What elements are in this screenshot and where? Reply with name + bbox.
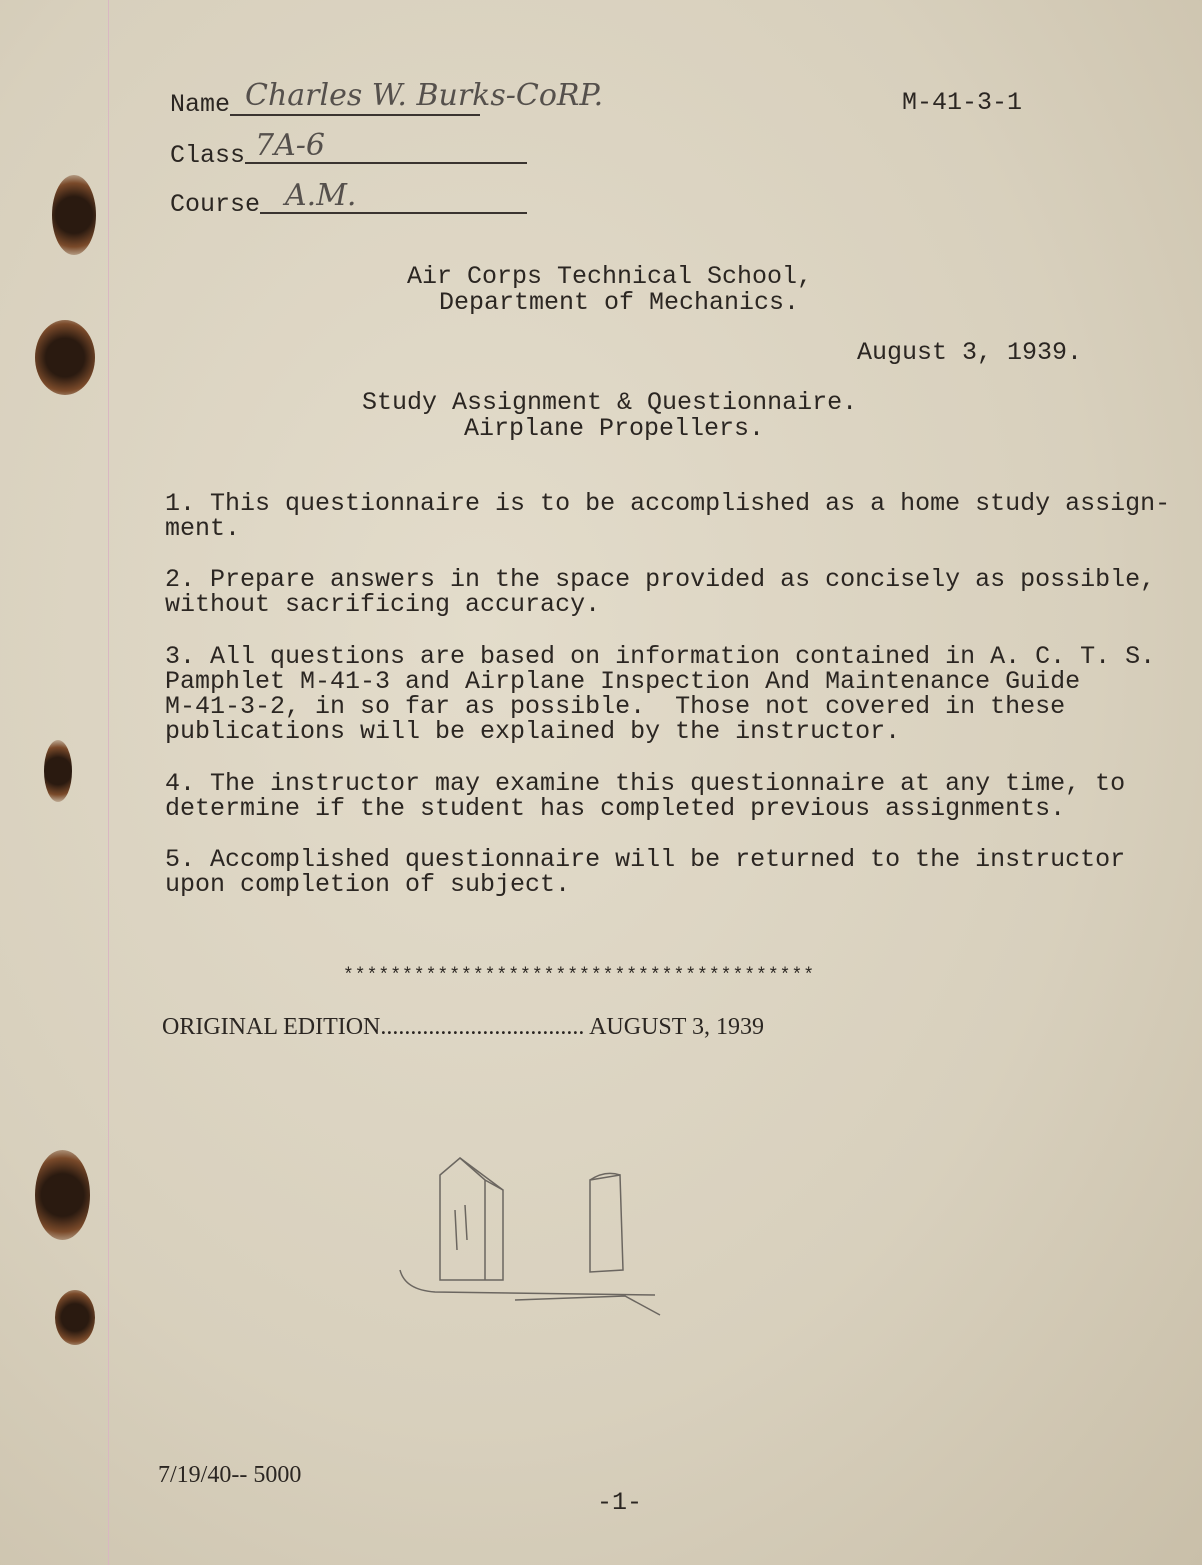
print-info: 7/19/40-- 5000 bbox=[158, 1462, 302, 1488]
asterisk-separator: **************************************** bbox=[343, 966, 816, 986]
binder-hole bbox=[52, 175, 96, 255]
paragraph-line: M-41-3-2, in so far as possible. Those not covered in these bbox=[165, 692, 1066, 721]
edition-line bbox=[162, 1014, 764, 1041]
course-label: Course bbox=[170, 190, 261, 219]
class-underline bbox=[245, 162, 527, 164]
name-value: Charles W. Burks-CoRP. bbox=[245, 78, 604, 113]
class-value: 7A-6 bbox=[255, 128, 325, 163]
margin-line bbox=[108, 0, 109, 1565]
paragraph-line: 4. The instructor may examine this questionnaire at any time, to bbox=[165, 769, 1126, 798]
paragraph-line: 2. Prepare answers in the space provided as concisely as possible, bbox=[165, 565, 1156, 594]
document-number: M-41-3-1 bbox=[902, 88, 1023, 117]
course-value: A.M. bbox=[285, 178, 357, 213]
title-line-1: Study Assignment & Questionnaire. bbox=[362, 388, 858, 417]
edition-label: ORIGINAL EDITION bbox=[162, 1014, 381, 1040]
title-line-2: Airplane Propellers. bbox=[464, 414, 765, 443]
binder-hole bbox=[35, 320, 95, 395]
paragraph-line: 3. All questions are based on information contained in A. C. T. S. bbox=[165, 642, 1156, 671]
class-label: Class bbox=[170, 141, 246, 170]
binder-hole bbox=[55, 1290, 95, 1345]
paragraph-line: upon completion of subject. bbox=[165, 870, 571, 899]
paragraph-line: 5. Accomplished questionnaire will be returned to the instructor bbox=[165, 845, 1126, 874]
course-underline bbox=[260, 212, 527, 214]
paragraph-line: determine if the student has completed previous assignments. bbox=[165, 794, 1066, 823]
edition-leader: .................................. bbox=[380, 1014, 585, 1040]
edition-date: AUGUST 3, 1939 bbox=[589, 1014, 764, 1040]
page-number: -1- bbox=[597, 1488, 643, 1517]
pencil-sketch bbox=[395, 1150, 675, 1330]
paragraph-line: publications will be explained by the instructor. bbox=[165, 717, 901, 746]
name-underline bbox=[230, 114, 480, 116]
binder-hole bbox=[35, 1150, 90, 1240]
binder-hole bbox=[44, 740, 72, 802]
name-label: Name bbox=[170, 90, 231, 119]
paragraph-line: ment. bbox=[165, 514, 241, 543]
institution-line-2: Department of Mechanics. bbox=[439, 288, 800, 317]
paragraph-line: without sacrificing accuracy. bbox=[165, 590, 601, 619]
paragraph-line: 1. This questionnaire is to be accomplished as a home study assign- bbox=[165, 489, 1171, 518]
document-date: August 3, 1939. bbox=[857, 338, 1083, 367]
paragraph-line: Pamphlet M-41-3 and Airplane Inspection And Maintenance Guide bbox=[165, 667, 1081, 696]
institution-line-1: Air Corps Technical School, bbox=[407, 262, 813, 291]
